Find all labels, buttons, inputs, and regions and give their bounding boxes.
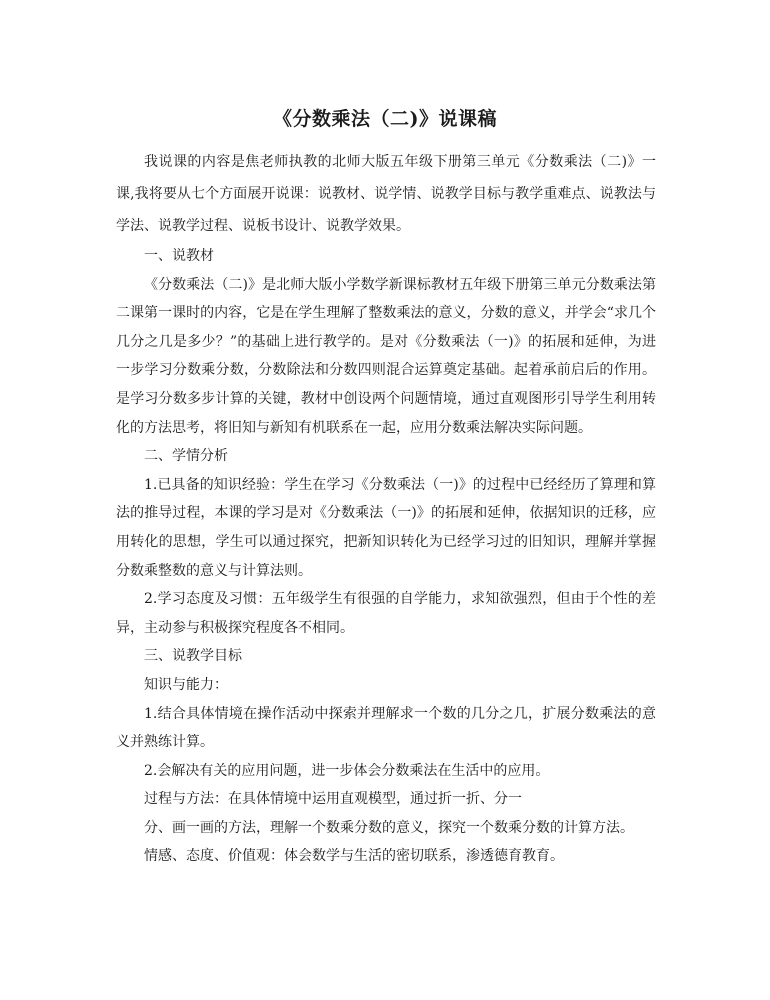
process-method-paragraph: 过程与方法：在具体情境中运用直观模型，通过折一折、分一: [144, 791, 522, 808]
knowledge-ability-heading: 知识与能力：: [144, 676, 228, 693]
textbook-paragraph: 《分数乘法（二)》是北师大版小学数学新课标教材五年级下册第三单元分数乘法第二课第一课时的内容，它是在学生理解了整数乘法的意义，分数的意义，并学会“求几个几分之几是多少？”的基础上进行教学的。是对《分数乘法（一)》的拓展和延伸，为进一步学习分数乘分数，分数除法和分数四则混合运算奠定基础。起着承前启后的作用。是学习分数多步计算的关键，教材中创设两个问题情境，通过直观图形引导学生利用转化的方法思考，将旧知与新知有机联系在一起，应用分数乘法解决实际问题。: [116, 276, 656, 436]
goal-paragraph-1: 1.结合具体情境在操作活动中探索并理解求一个数的几分之几，扩展分数乘法的意义并熟练计算。: [116, 705, 656, 751]
goal-paragraph-2: 2.会解决有关的应用问题，进一步体会分数乘法在生活中的应用。: [144, 762, 550, 779]
attitude-values-paragraph: 情感、态度、价值观：体会数学与生活的密切联系，渗透德育教育。: [144, 848, 564, 865]
section-heading-teaching-goals: 三、说教学目标: [144, 648, 242, 665]
section-heading-student-analysis: 二、学情分析: [144, 448, 228, 465]
process-method-continuation: 分、画一画的方法，理解一个数乘分数的意义，探究一个数乘分数的计算方法。: [144, 819, 634, 836]
student-analysis-paragraph-2: 2.学习态度及习惯：五年级学生有很强的自学能力，求知欲强烈，但由于个性的差异，主动参与积极探究程度各不相同。: [116, 591, 656, 636]
section-heading-textbook: 一、说教材: [144, 248, 214, 264]
document-body: [116, 146, 656, 871]
student-analysis-paragraph-1: 1.已具备的知识经验：学生在学习《分数乘法（一)》的过程中已经经历了算理和算法的推导过程，本课的学习是对《分数乘法（一)》的拓展和延伸，依据知识的迁移，应用转化的思想，学生可以通过探究，把新知识转化为已经学习过的旧知识，理解并掌握分数乘整数的意义与计算法则。: [116, 476, 656, 579]
intro-paragraph: 我说课的内容是焦老师执教的北师大版五年级下册第三单元《分数乘法（二)》一课,我将要从七个方面展开说课：说教材、说学情、说教学目标与教学重难点、说教法与学法、说教学过程、说板书设计、说教学效果。: [116, 154, 656, 234]
document-title: 《分数乘法（二)》说课稿: [273, 108, 497, 130]
